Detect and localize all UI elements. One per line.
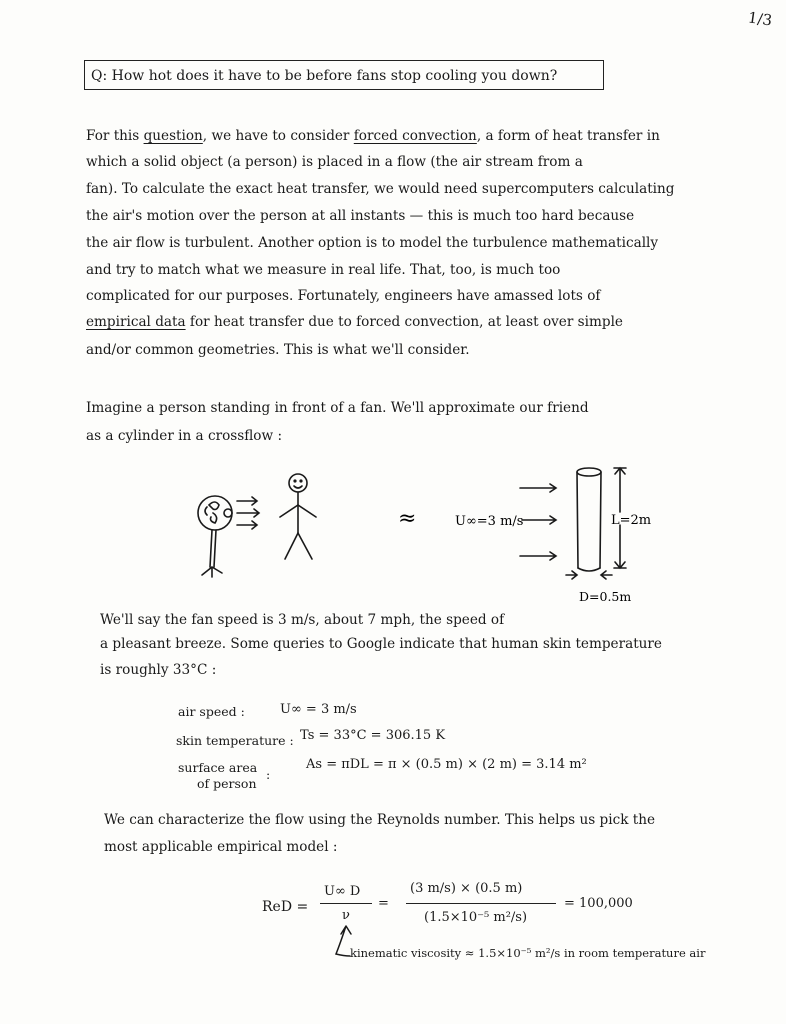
crossflow-arrows: [520, 484, 556, 560]
fan-person-cylinder-diagram: [0, 455, 786, 605]
stick-person: [280, 474, 316, 559]
kinematic-viscosity-note: kinematic viscosity ≈ 1.5×10⁻⁵ m²/s in room temperature air: [350, 946, 706, 960]
text-span: For this: [86, 128, 144, 144]
skin-temp-label: skin temperature :: [176, 733, 294, 748]
text-span: , a form of heat transfer in: [476, 128, 660, 144]
underlined-question: question: [143, 128, 203, 144]
length-label: L=2m: [611, 513, 652, 528]
reynolds-equals: =: [378, 896, 389, 911]
page-number: 1/3: [746, 8, 774, 30]
approx-symbol: ≈: [398, 506, 417, 531]
fraction-bar-2: [406, 903, 556, 904]
para3-line1: We'll say the fan speed is 3 m/s, about 7 mph, the speed of: [100, 612, 505, 628]
air-speed-label: air speed :: [178, 704, 245, 719]
para2-line2: as a cylinder in a crossflow :: [86, 428, 283, 444]
para4-line1: We can characterize the flow using the Reynolds number. This helps us pick the: [104, 812, 656, 828]
para1-line1: [86, 128, 660, 144]
surface-area-label-2: of person: [197, 776, 257, 791]
surface-area-colon: :: [266, 767, 271, 782]
para2-line1: Imagine a person standing in front of a fan. We'll approximate our friend: [86, 400, 589, 416]
para3-line3: is roughly 33°C :: [100, 662, 217, 678]
text-span: for heat transfer due to forced convection, at least over simple: [185, 314, 623, 330]
velocity-label: U∞=3 m/s: [455, 514, 524, 529]
underlined-empirical-data: empirical data: [86, 314, 186, 330]
para1-line5: the air flow is turbulent. Another option is to model the turbulence mathematically: [86, 235, 659, 251]
para4-line2: most applicable empirical model :: [104, 839, 338, 855]
para1-line6: and try to match what we measure in real life. That, too, is much too: [86, 262, 561, 278]
diameter-label: D=0.5m: [579, 589, 632, 604]
text-span: , we have to consider: [202, 128, 354, 144]
fraction-bar: [320, 903, 372, 904]
reynolds-numerator-2: (3 m/s) × (0.5 m): [410, 881, 523, 896]
para1-line9: and/or common geometries. This is what we'll consider.: [86, 342, 470, 358]
question-text: Q: How hot does it have to be before fans stop cooling you down?: [91, 68, 558, 84]
reynolds-result: = 100,000: [564, 896, 633, 911]
para1-line4: the air's motion over the person at all instants — this is much too hard because: [86, 208, 635, 224]
reynolds-denominator-2: (1.5×10⁻⁵ m²/s): [424, 910, 528, 925]
air-speed-value: U∞ = 3 m/s: [280, 702, 357, 717]
surface-area-value: As = πDL = π × (0.5 m) × (2 m) = 3.14 m²: [306, 757, 587, 772]
underlined-forced-convection: forced convection: [353, 128, 477, 144]
fan-drawing: [198, 496, 232, 577]
fan-airflow-arrows: [237, 497, 259, 529]
diameter-dimension: [566, 571, 612, 579]
para1-line2: which a solid object (a person) is placed in a flow (the air stream from a: [86, 154, 583, 170]
skin-temp-value: Ts = 33°C = 306.15 K: [300, 728, 446, 743]
reynolds-lhs: ReD =: [262, 899, 309, 915]
surface-area-label: surface area: [178, 760, 258, 775]
cylinder-drawing: [577, 468, 601, 571]
reynolds-numerator: U∞ D: [324, 884, 361, 899]
para1-line7: complicated for our purposes. Fortunately, engineers have amassed lots of: [86, 288, 601, 304]
para1-line3: fan). To calculate the exact heat transfer, we would need supercomputers calculating: [86, 181, 675, 197]
reynolds-denominator: ν: [342, 908, 350, 923]
para3-line2: a pleasant breeze. Some queries to Google indicate that human skin temperature: [100, 636, 662, 652]
para1-line8: [86, 314, 623, 330]
question-box: [84, 60, 604, 90]
